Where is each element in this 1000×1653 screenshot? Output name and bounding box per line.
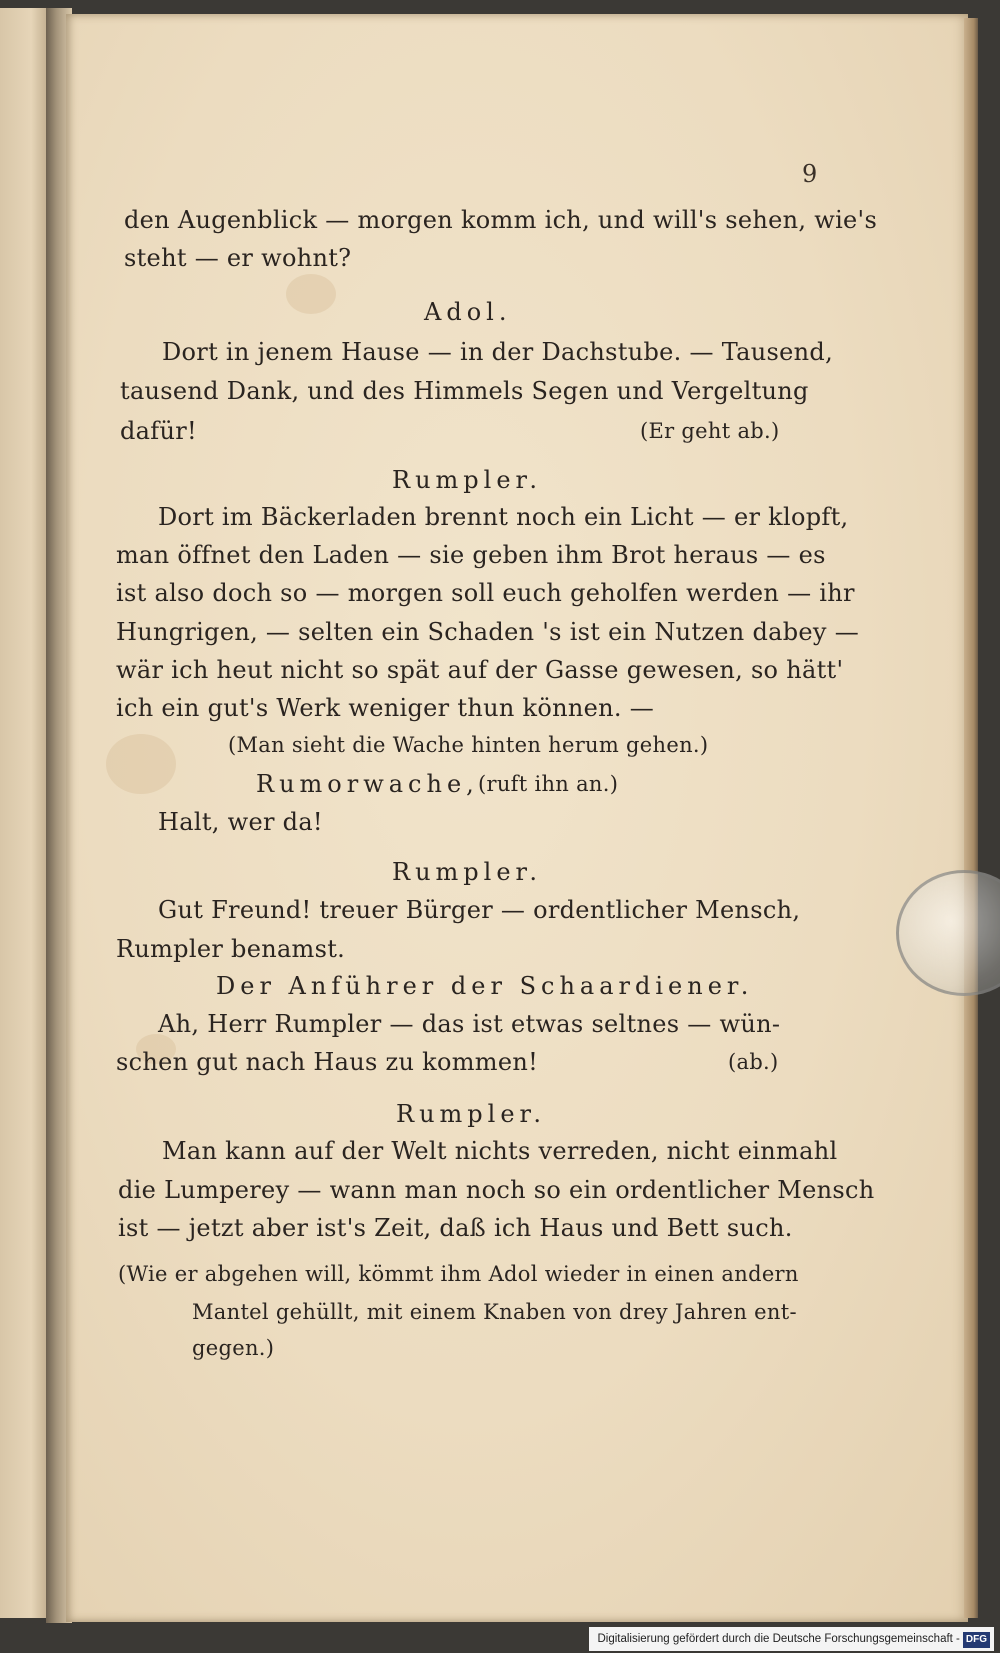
- page-fore-edge: [964, 18, 978, 1618]
- stage-direction: gegen.): [192, 1336, 275, 1360]
- stage-direction: (ruft ihn an.): [478, 772, 619, 796]
- text-line: steht — er wohnt?: [124, 244, 352, 272]
- stage-direction: (Wie er abgehen will, kömmt ihm Adol wieder in einen andern: [118, 1262, 799, 1286]
- text-line: Halt, wer da!: [158, 808, 323, 836]
- text-line: ist also doch so — morgen soll euch geholfen werden — ihr: [116, 579, 855, 607]
- text-line: dafür!: [120, 417, 197, 445]
- left-page-edge: [0, 8, 52, 1618]
- footer-text: Digitalisierung gefördert durch die Deutsche Forschungsgemeinschaft -: [597, 1633, 960, 1645]
- text-line: Ah, Herr Rumpler — das ist etwas seltnes — wün-: [158, 1010, 781, 1038]
- text-line: die Lumperey — wann man noch so ein ordentlicher Mensch: [118, 1176, 875, 1204]
- text-line: Dort im Bäckerladen brennt noch ein Licht — er klopft,: [158, 503, 849, 531]
- text-line: den Augenblick — morgen komm ich, und will's sehen, wie's: [124, 206, 878, 234]
- paper-stain: [286, 274, 336, 314]
- text-line: Gut Freund! treuer Bürger — ordentlicher Mensch,: [158, 896, 801, 924]
- dfg-logo: DFG: [963, 1632, 990, 1648]
- paper-stain: [106, 734, 176, 794]
- digitization-footer: [589, 1627, 994, 1651]
- text-line: ist — jetzt aber ist's Zeit, daß ich Haus und Bett such.: [118, 1214, 793, 1242]
- speaker-name: Adol.: [424, 298, 512, 326]
- text-line: Man kann auf der Welt nichts verreden, nicht einmahl: [162, 1137, 838, 1165]
- text-line: schen gut nach Haus zu kommen!: [116, 1048, 539, 1076]
- stage-direction: (Man sieht die Wache hinten herum gehen.): [228, 733, 709, 757]
- speaker-name: Rumpler.: [392, 466, 542, 494]
- speaker-name: Rumorwache,: [256, 770, 479, 798]
- speaker-name: Rumpler.: [392, 858, 542, 886]
- text-line: Dort in jenem Hause — in der Dachstube. — Tausend,: [162, 338, 833, 366]
- speaker-name: Der Anführer der Schaardiener.: [216, 972, 754, 1000]
- text-line: man öffnet den Laden — sie geben ihm Brot heraus — es: [116, 541, 826, 569]
- text-line: Hungrigen, — selten ein Schaden 's ist ein Nutzen dabey —: [116, 618, 859, 646]
- page-number: 9: [802, 160, 818, 188]
- text-line: tausend Dank, und des Himmels Segen und Vergeltung: [120, 377, 809, 405]
- text-line: Rumpler benamst.: [116, 935, 346, 963]
- stage-direction: Mantel gehüllt, mit einem Knaben von drey Jahren ent-: [192, 1300, 797, 1324]
- text-line: wär ich heut nicht so spät auf der Gasse gewesen, so hätt': [116, 656, 844, 684]
- speaker-name: Rumpler.: [396, 1100, 546, 1128]
- stage-direction: (Er geht ab.): [640, 419, 780, 443]
- stage-direction: (ab.): [728, 1050, 779, 1074]
- text-line: ich ein gut's Werk weniger thun können. —: [116, 694, 655, 722]
